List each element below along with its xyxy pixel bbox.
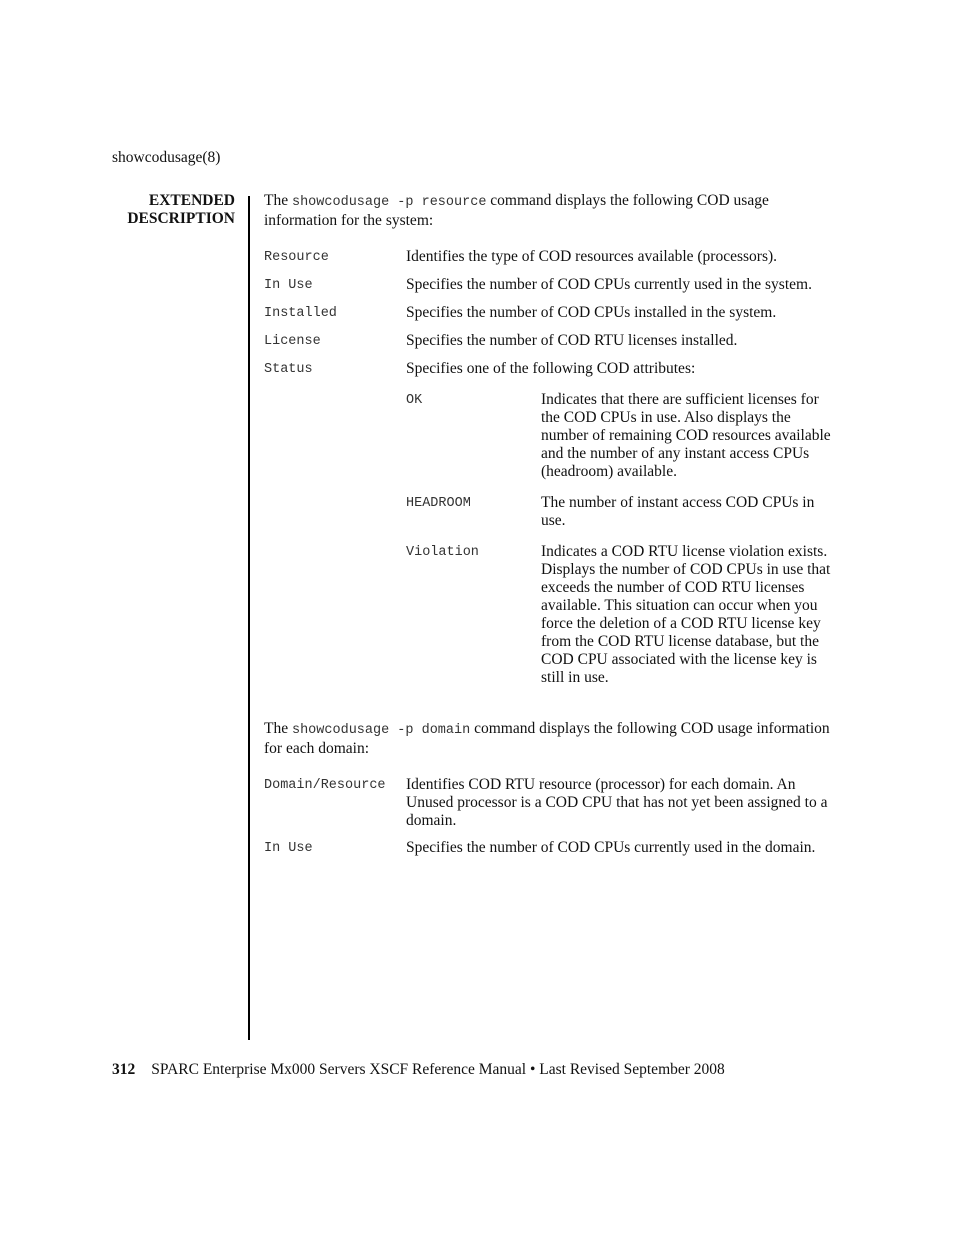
section-label-line1: EXTENDED: [148, 192, 235, 209]
resource-definitions: [264, 248, 830, 700]
intro-text-post: command displays the following COD usage information for the system:: [264, 192, 769, 229]
definition-term: Installed: [264, 306, 337, 321]
domain-intro-command: showcodusage -p domain: [291, 723, 471, 738]
domain-definitions: [264, 776, 830, 858]
section-content: [264, 192, 830, 867]
section-label-line2: DESCRIPTION: [127, 210, 235, 227]
definition-term: License: [264, 334, 321, 349]
definition-desc: Specifies the number of COD CPUs installed in the system.: [406, 304, 777, 321]
definition-term: Domain/Resource: [264, 778, 386, 793]
intro-command: showcodusage -p resource: [291, 195, 487, 210]
definition-term: In Use: [264, 278, 313, 293]
status-row: [406, 494, 831, 530]
page-number: 312: [112, 1061, 136, 1078]
status-desc: The number of instant access COD CPUs in use.: [541, 494, 815, 529]
definition-desc: Specifies the number of COD CPUs currently used in the system.: [406, 276, 812, 293]
definition-desc: Specifies the number of COD CPUs currently used in the domain.: [406, 839, 816, 856]
status-term: Violation: [406, 545, 479, 560]
status-desc-text: Specifies one of the following COD attributes:: [406, 360, 696, 377]
definition-desc: [406, 360, 831, 700]
status-desc: Indicates that there are sufficient licenses for the COD CPUs in use. Also displays the number of remaining COD resources available and the number of any instant access CPUs (headroom) available.: [541, 391, 831, 480]
definition-term: Resource: [264, 250, 329, 265]
definition-term: In Use: [264, 841, 313, 856]
status-row: [406, 391, 831, 481]
definition-row: [264, 276, 830, 295]
domain-intro-paragraph: [264, 720, 830, 758]
definition-row: [264, 360, 830, 700]
definition-row: [264, 332, 830, 351]
page-header: showcodusage(8): [112, 149, 221, 166]
definition-row: [264, 776, 830, 830]
status-term: HEADROOM: [406, 496, 471, 511]
footer-text: SPARC Enterprise Mx000 Servers XSCF Reference Manual • Last Revised September 2008: [151, 1061, 725, 1078]
section-label: [127, 192, 235, 228]
definition-desc: Identifies COD RTU resource (processor) for each domain. An Unused processor is a COD CPU that has not yet been assigned to a domain.: [406, 776, 828, 829]
domain-intro-text-pre: The: [264, 720, 292, 737]
domain-intro-text-post: command displays the following COD usage information for each domain:: [264, 720, 830, 757]
intro-text-pre: The: [264, 192, 292, 209]
definition-term: Status: [264, 362, 313, 377]
definition-row: [264, 839, 830, 858]
definition-row: [264, 304, 830, 323]
status-definitions: [406, 391, 831, 687]
page-footer: [112, 1061, 725, 1079]
status-desc: Indicates a COD RTU license violation exists. Displays the number of COD CPUs in use that exceeds the number of COD RTU licenses available. This situation can occur when you force the deletion of a COD RTU license key from the COD RTU license database, but the COD CPU associated with the license key is still in use.: [541, 543, 831, 686]
definition-row: [264, 248, 830, 267]
status-term: OK: [406, 393, 423, 408]
status-row: [406, 543, 831, 687]
definition-desc: Identifies the type of COD resources available (processors).: [406, 248, 778, 265]
definition-desc: Specifies the number of COD RTU licenses installed.: [406, 332, 738, 349]
section-rule: [248, 196, 250, 1040]
intro-paragraph: [264, 192, 830, 230]
